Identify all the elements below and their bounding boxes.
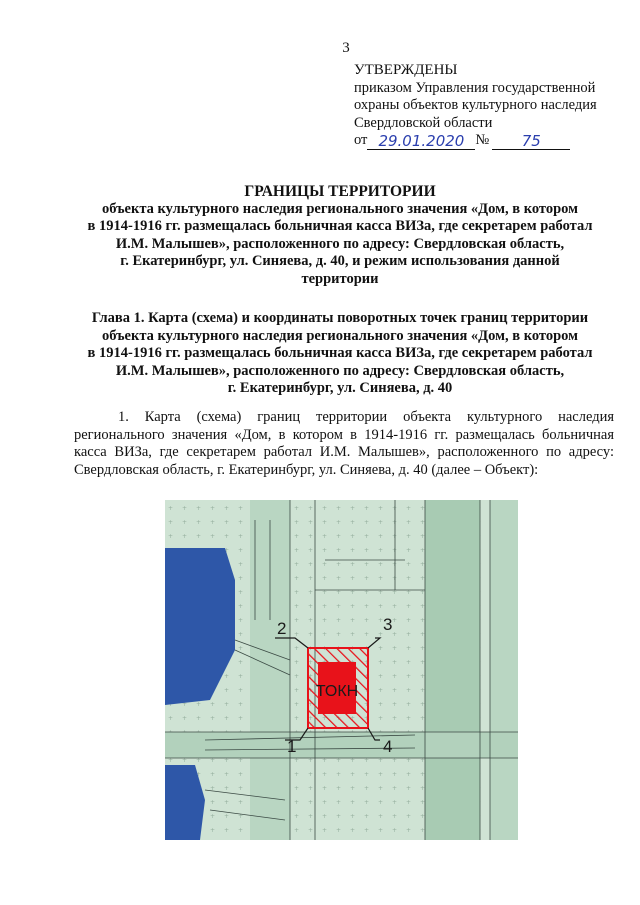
approval-line-3: Свердловской области [354, 114, 493, 131]
map-svg [165, 500, 518, 840]
from-label: от [354, 132, 368, 148]
chapter-line: в 1914-1916 гг. размещалась больничная касса ВИЗа, где секретарем работал [87, 345, 593, 362]
chapter-line: объекта культурного наследия регионального значения «Дом, в котором [101, 327, 579, 344]
heading-line: объекта культурного наследия регионального значения «Дом, в котором [101, 200, 579, 217]
heading-line: в 1914-1916 гг. размещалась больничная касса ВИЗа, где секретарем работал [87, 218, 593, 235]
approval-block [354, 62, 624, 150]
crossing-road [165, 732, 518, 758]
handwritten-date: 29.01.2020 [367, 133, 475, 150]
chapter-line: И.М. Малышев», расположенного по адресу: Свердловская область, [115, 362, 565, 379]
approval-title: УТВЕРЖДЕНЫ [354, 62, 458, 78]
page-number: 3 [342, 40, 350, 56]
approval-line-2: охраны объектов культурного наследия [354, 97, 597, 113]
object-label: ТОКН [315, 683, 359, 700]
street-edge [490, 500, 518, 840]
point-label-4: 4 [383, 737, 393, 756]
point-label-2: 2 [277, 619, 287, 638]
number-label: № [475, 132, 490, 148]
body-paragraph [74, 409, 614, 479]
territory-map [165, 500, 518, 840]
document-heading [40, 183, 640, 289]
point-label-3: 3 [383, 615, 393, 634]
chapter-line: г. Екатеринбург, ул. Синяева, д. 40 [227, 380, 453, 397]
chapter-heading [40, 310, 640, 398]
chapter-line: Глава 1. Карта (схема) и координаты поворотных точек границ территории [91, 310, 589, 326]
street-band [425, 500, 480, 840]
paragraph-line: касса ВИЗа, где секретарем работал И.М. Малышев», расположенного по адресу: [74, 444, 614, 461]
point-label-1: 1 [287, 737, 297, 756]
approval-date-row [354, 132, 624, 150]
paragraph-line: регионального значения «Дом, в котором в 1914-1916 гг. размещалась больничная [74, 426, 614, 443]
heading-line: ГРАНИЦЫ ТЕРРИТОРИИ [244, 183, 436, 200]
heading-line: И.М. Малышев», расположенного по адресу: Свердловская область, [115, 235, 565, 252]
paragraph-line: 1. Карта (схема) границ территории объекта культурного наследия [118, 409, 614, 425]
heading-line: г. Екатеринбург, ул. Синяева, д. 40, и режим использования данной [120, 253, 560, 270]
handwritten-number: 75 [492, 133, 570, 150]
heading-line: территории [301, 270, 379, 287]
approval-line-1: приказом Управления государственной [354, 79, 596, 96]
paragraph-line: Свердловская область, г. Екатеринбург, ул. Синяева, д. 40 (далее – Объект): [74, 461, 539, 478]
